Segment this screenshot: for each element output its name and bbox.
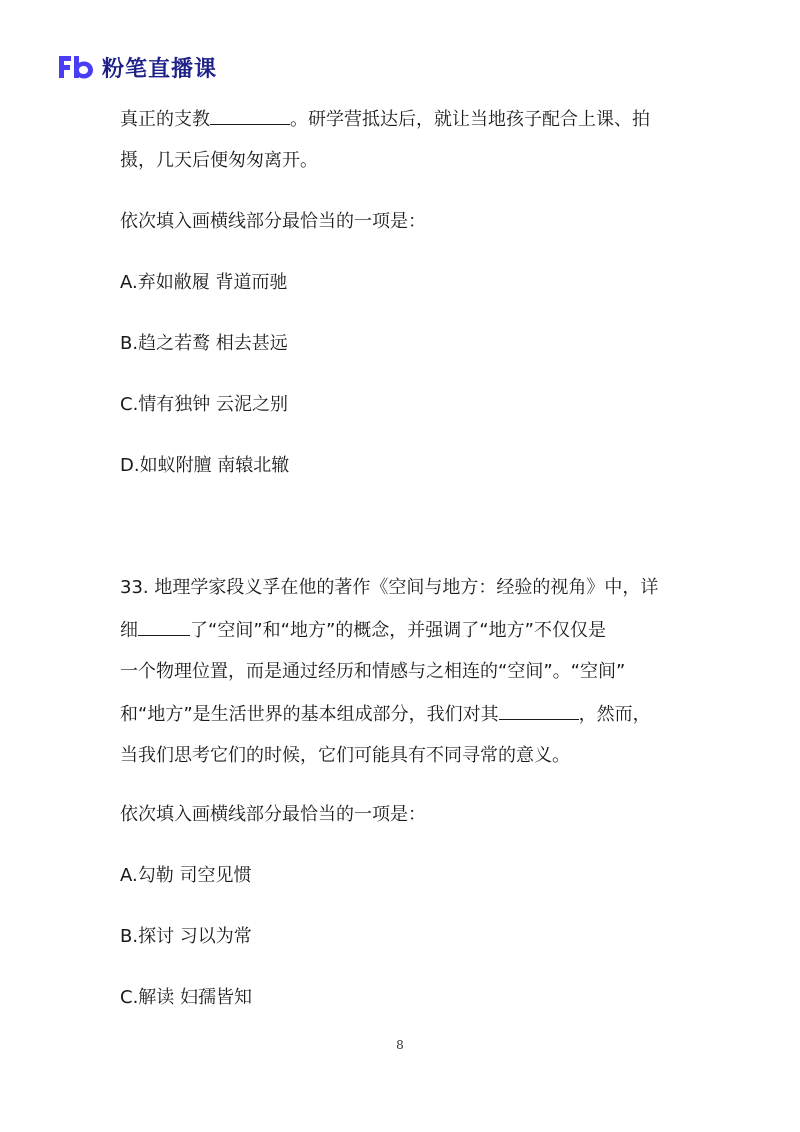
text-segment: 了“空间”和“地方”的概念，并强调了“地方”不仅仅是 [190, 620, 606, 641]
option-c: C.情有独钟 云泥之别 [120, 394, 289, 415]
option-c: C.解读 妇孺皆知 [120, 987, 253, 1008]
option-b: B.趋之若鹜 相去甚远 [120, 333, 288, 354]
question-33-stem-line: 33. 地理学家段义孚在他的著作《空间与地方：经验的视角》中，详 [120, 577, 659, 598]
text-segment: 。研学营抵达后，就让当地孩子配合上课、拍 [290, 109, 650, 130]
fill-blank [499, 701, 579, 720]
text-segment: 真正的支教 [120, 109, 210, 130]
question-33-stem-line: 当我们思考它们的时候，它们可能具有不同寻常的意义。 [120, 745, 570, 766]
brand-header [56, 50, 217, 84]
brand-name: 粉笔直播课 [102, 56, 218, 82]
option-d: D.如蚁附膻 南辕北辙 [120, 455, 290, 476]
question-prompt: 依次填入画横线部分最恰当的一项是： [120, 211, 426, 232]
question-continuation-line: 摄，几天后便匆匆离开。 [120, 150, 318, 171]
fill-blank [210, 106, 290, 125]
fill-blank [138, 617, 190, 636]
question-prompt: 依次填入画横线部分最恰当的一项是： [120, 804, 426, 825]
question-33-stem-line: 一个物理位置，而是通过经历和情感与之相连的“空间”。“空间” [120, 661, 626, 682]
question-33-stem-line [120, 701, 651, 728]
question-continuation-line [120, 106, 650, 133]
option-a: A.弃如敝履 背道而驰 [120, 272, 288, 293]
option-b: B.探讨 习以为常 [120, 926, 252, 947]
text-segment: ，然而， [578, 704, 651, 725]
option-a: A.勾勒 司空见惯 [120, 865, 252, 886]
page-number: 8 [396, 1038, 404, 1052]
text-segment: 和“地方”是生活世界的基本组成部分，我们对其 [120, 704, 499, 725]
fenbi-logo-icon [56, 52, 96, 82]
text-segment: 细 [120, 620, 138, 641]
question-33-stem-line [120, 617, 606, 644]
